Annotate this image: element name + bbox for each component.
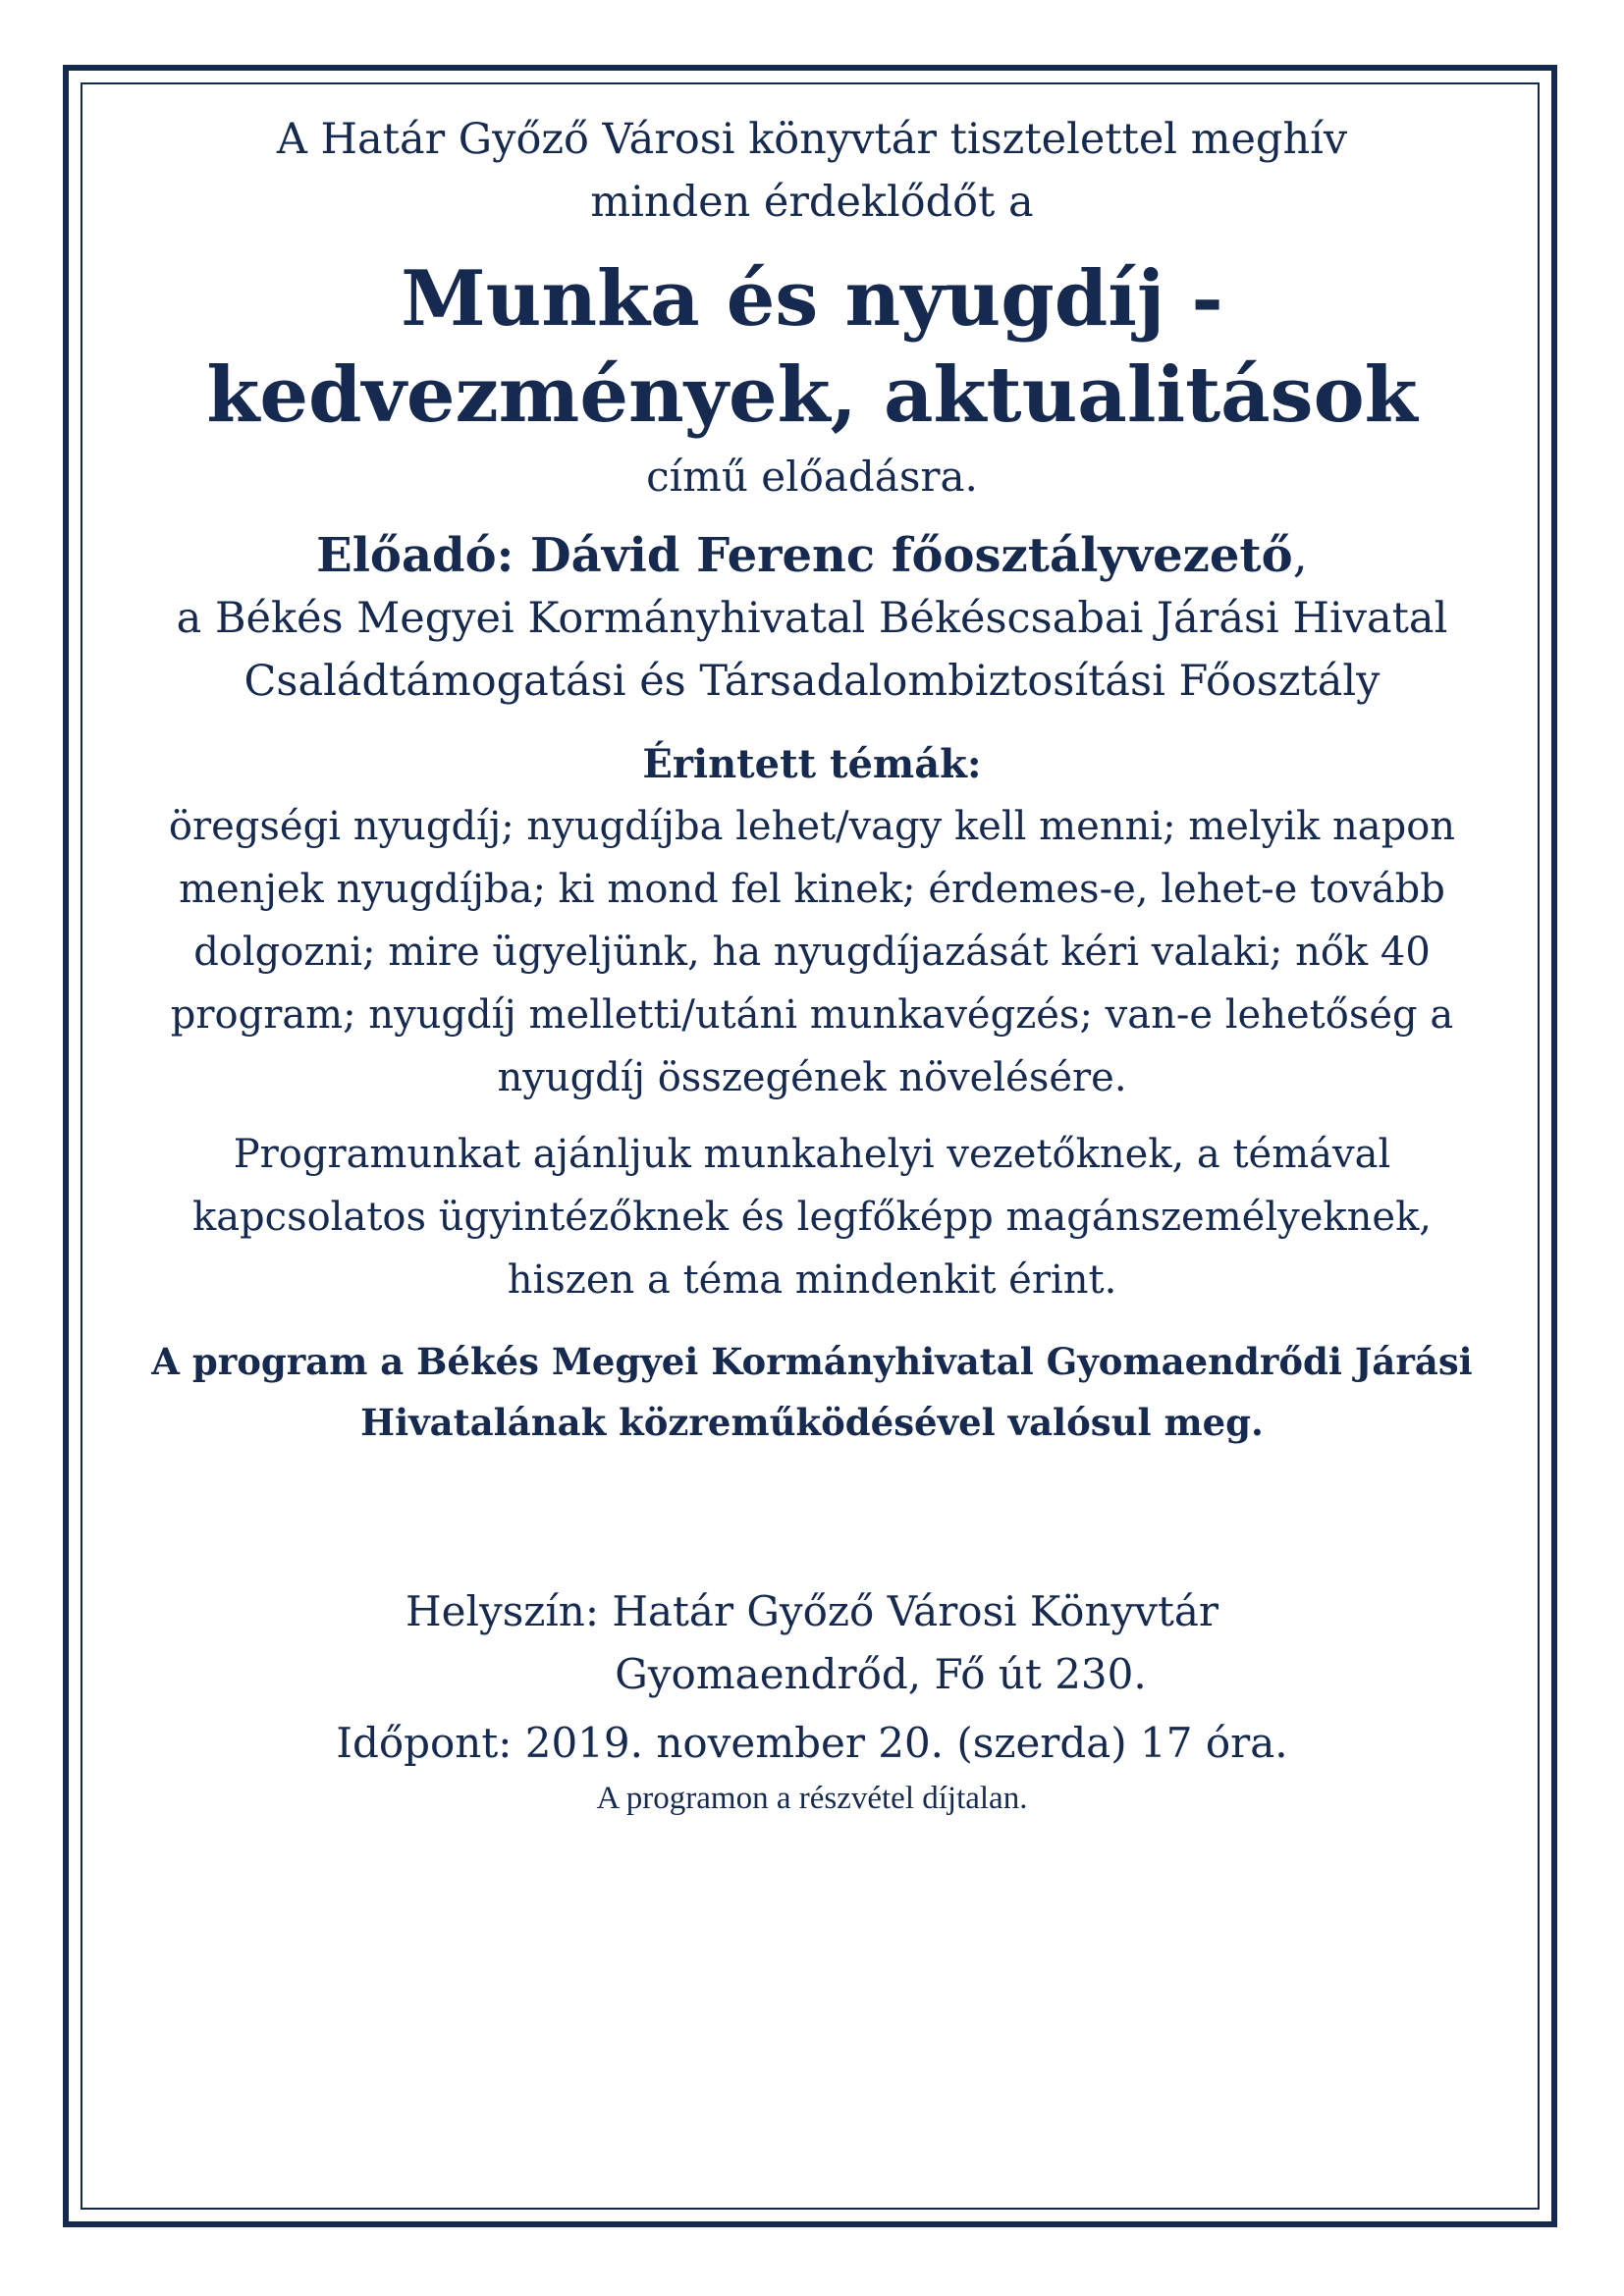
topics-line-2: menjek nyugdíjba; ki mond fel kinek; érdemes-e, lehet-e tovább [179, 867, 1445, 912]
location-address: Gyomaendrőd, Fő út 230. [615, 1650, 1147, 1698]
recommendation-line-2: kapcsolatos ügyintézőknek és legfőképp magánszemélyeknek, [191, 1195, 1433, 1240]
topics-line-5: nyugdíj összegének növelésére. [497, 1055, 1127, 1100]
recommendation-line-3: hiszen a téma mindenkit érint. [507, 1257, 1117, 1303]
presenter-suffix: , [1292, 528, 1308, 583]
topics-line-4: program; nyugdíj melletti/utáni munkavégzés; van-e lehetőség a [170, 992, 1454, 1038]
cooperation-note [125, 1331, 1499, 1453]
topics-line-3: dolgozni; mire ügyeljünk, ha nyugdíjazását kéri valaki; nők 40 [193, 930, 1431, 975]
topics-line-1: öregségi nyugdíj; nyugdíjba lehet/vagy kell menni; melyik napon [168, 804, 1456, 849]
location [98, 1580, 1526, 1706]
subtitle: című előadásra. [646, 453, 978, 501]
presenter [98, 524, 1526, 587]
cooperation-line-2: Hivatalának közreműködésével valósul meg. [360, 1401, 1264, 1444]
topics-text [105, 795, 1519, 1109]
invitation-content [98, 88, 1526, 1820]
title-line-1: Munka és nyugdíj - [401, 254, 1223, 344]
event-title [98, 251, 1526, 444]
organization-line-1: a Békés Megyei Kormányhivatal Békéscsabai Járási Hivatal [176, 594, 1448, 643]
free-admission-note: A programon a részvétel díjtalan. [596, 1781, 1028, 1816]
location-line-1: Helyszín: Határ Győző Városi Könyvtár [406, 1587, 1218, 1635]
cooperation-line-1: A program a Békés Megyei Kormányhivatal Gyomaendrődi Járási [151, 1340, 1473, 1383]
recommendation [125, 1123, 1499, 1311]
intro-line-1: A Határ Győző Városi könyvtár tisztelettel meghív [276, 115, 1348, 164]
recommendation-line-1: Programunkat ajánljuk munkahelyi vezetőknek, a témával [233, 1132, 1391, 1177]
topics-heading: Érintett témák: [642, 741, 982, 787]
intro-line-2: minden érdeklődőt a [590, 178, 1034, 227]
title-line-2: kedvezmények, aktualitások [206, 350, 1418, 440]
intro-text [98, 108, 1526, 234]
presenter-name: Előadó: Dávid Ferenc főosztályvezető [316, 528, 1293, 583]
event-time: Időpont: 2019. november 20. (szerda) 17 óra. [336, 1719, 1288, 1767]
organization-line-2: Családtámogatási és Társadalombiztosítási Főosztály [244, 657, 1380, 706]
organization [98, 587, 1526, 713]
